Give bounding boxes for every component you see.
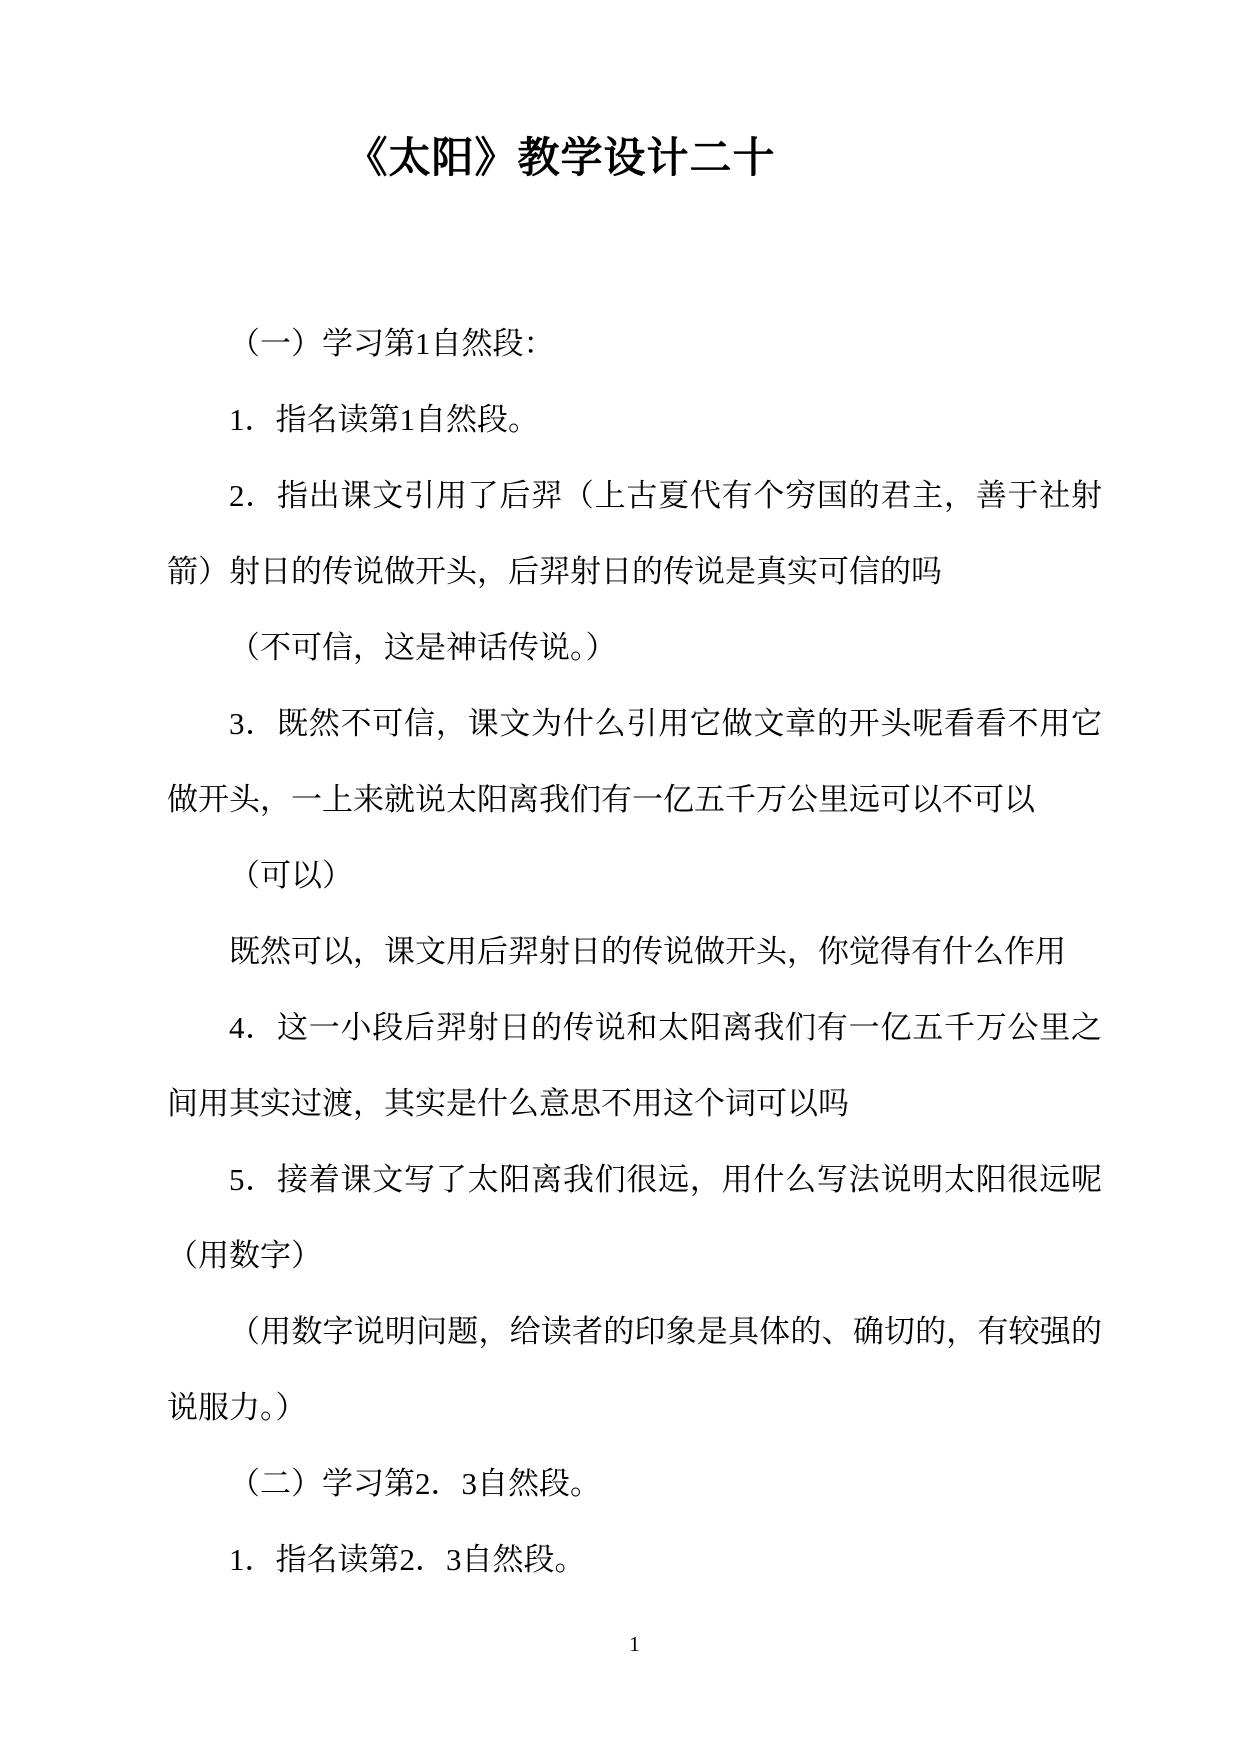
paragraph: 既然可以，课文用后羿射日的传说做开头，你觉得有什么作用: [229, 934, 1066, 969]
page-number: 1: [629, 1632, 640, 1656]
document-title: 《太阳》教学设计二十: [345, 136, 776, 182]
paragraph: （二）学习第2．3自然段。: [229, 1466, 601, 1501]
page-footer: [167, 1630, 1102, 1658]
paragraph: （一）学习第1自然段：: [229, 326, 555, 361]
paragraph: 3．既然不可信，课文为什么引用它做文章的开头呢看看不用它做开头，一上来就说太阳离我们有一亿五千万公里远可以不可以: [167, 706, 1102, 817]
paragraph: 2．指出课文引用了后羿（上古夏代有个穷国的君主，善于社射箭）射日的传说做开头，后羿射日的传说是真实可信的吗: [167, 478, 1102, 589]
paragraph: 5．接着课文写了太阳离我们很远，用什么写法说明太阳很远呢（用数字）: [167, 1162, 1102, 1273]
paragraph: （用数字说明问题，给读者的印象是具体的、确切的，有较强的说服力。）: [167, 1314, 1102, 1425]
paragraph: 1．指名读第1自然段。: [229, 402, 539, 437]
paragraph: （可以）: [229, 858, 353, 893]
paragraph: 4．这一小段后羿射日的传说和太阳离我们有一亿五千万公里之间用其实过渡，其实是什么意思不用这个词可以吗: [167, 1010, 1102, 1121]
paragraph: （不可信，这是神话传说。）: [229, 630, 617, 665]
paragraph: 1．指名读第2．3自然段。: [229, 1542, 586, 1577]
document-body: [167, 306, 1102, 1598]
